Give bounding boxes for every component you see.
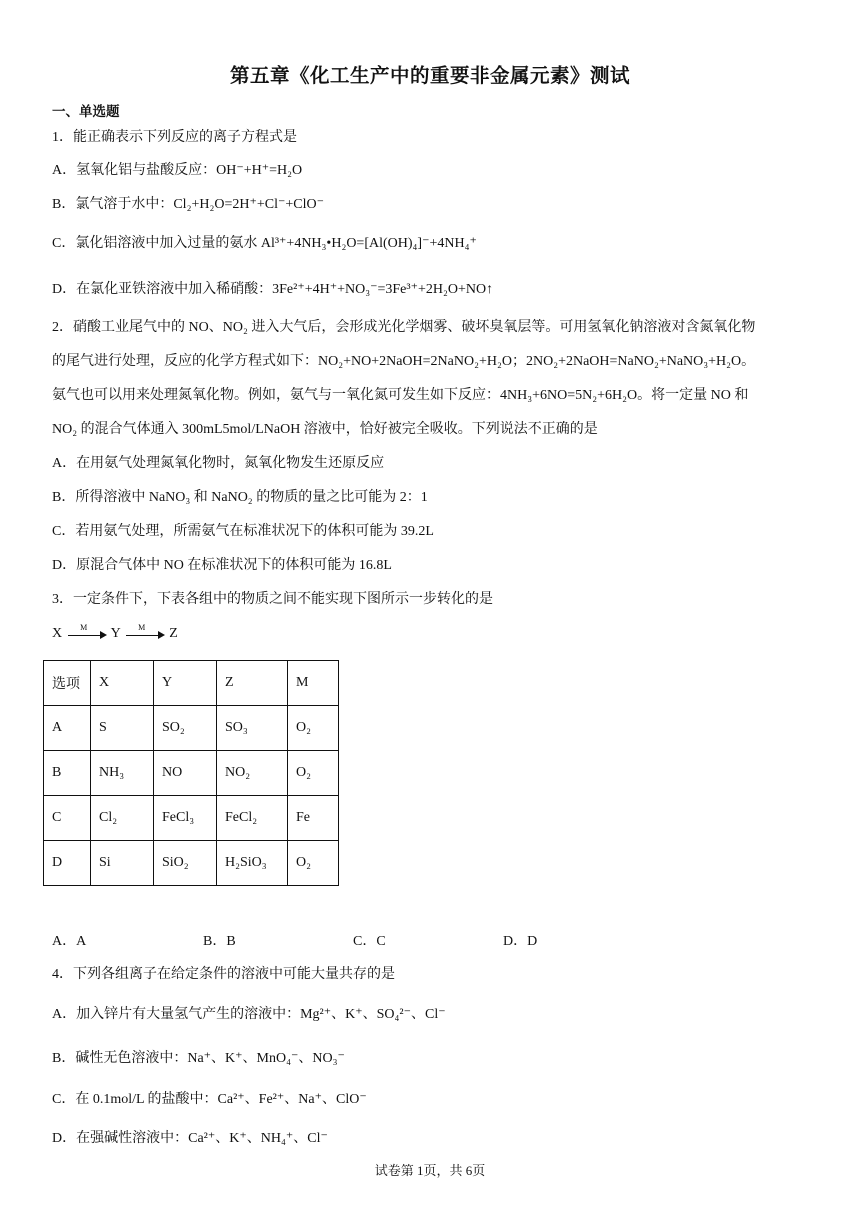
table-cell: NO bbox=[154, 751, 217, 796]
section-heading: 一、单选题 bbox=[52, 104, 120, 120]
q4-d-prefix: D．在强碱性溶液中： bbox=[52, 1131, 189, 1146]
q4-a-prefix: A．加入锌片有大量氢气产生的溶液中： bbox=[52, 1007, 301, 1022]
table-cell: C bbox=[44, 796, 91, 841]
q3-stem: 3．一定条件下，下表各组中的物质之间不能实现下图所示一步转化的是 bbox=[52, 592, 493, 607]
q4-a-ions: Mg²⁺、K⁺、SO₄²⁻、Cl⁻ bbox=[300, 1007, 446, 1022]
q1-option-b bbox=[52, 195, 324, 215]
table-row bbox=[44, 751, 339, 796]
q3-answer-c: C．C bbox=[353, 934, 386, 949]
table-row bbox=[44, 796, 339, 841]
table-cell: SO₂ bbox=[154, 706, 217, 751]
table-cell: D bbox=[44, 841, 91, 886]
table-cell: SO₃ bbox=[217, 706, 288, 751]
q4-b-ions: Na⁺、K⁺、MnO₄⁻、NO₃⁻ bbox=[187, 1051, 345, 1066]
q2-line-3: 氨气也可以用来处理氮氧化物。例如，氨气与一氧化氮可发生如下反应：4NH₃+6NO=5N₂+6H₂O。将一定量 NO 和 bbox=[52, 388, 749, 403]
table-header-row bbox=[44, 661, 339, 706]
q1-option-c bbox=[52, 234, 477, 254]
q2-option-c: C．若用氨气处理，所需氨气在标准状况下的体积可能为 39.2L bbox=[52, 524, 434, 539]
table-cell: NO₂ bbox=[217, 751, 288, 796]
table-cell: A bbox=[44, 706, 91, 751]
page-title: 第五章《化工生产中的重要非金属元素》测试 bbox=[229, 64, 630, 87]
q4-c-prefix: C．在 0.1mol/L 的盐酸中： bbox=[52, 1092, 218, 1107]
q1-d-formula: 3Fe²⁺+4H⁺+NO₃⁻=3Fe³⁺+2H₂O+NO↑ bbox=[272, 282, 494, 297]
table-cell: NH₃ bbox=[91, 751, 154, 796]
q2-line-4: NO₂ 的混合气体通入 300mL5mol/LNaOH 溶液中，恰好被完全吸收。下列说法不正确的是 bbox=[52, 422, 598, 437]
q2-option-d: D．原混合气体中 NO 在标准状况下的体积可能为 16.8L bbox=[52, 558, 392, 573]
q1-option-a bbox=[52, 161, 302, 181]
table-row bbox=[44, 841, 339, 886]
q2-line-2: 的尾气进行处理，反应的化学方程式如下：NO₂+NO+2NaOH=2NaNO₂+H₂O；2NO₂+2NaOH=NaNO₂+NaNO₃+H₂O。 bbox=[52, 354, 756, 369]
q1-a-prefix: A．氢氧化铝与盐酸反应： bbox=[52, 163, 217, 178]
table-cell: H₂SiO₃ bbox=[217, 841, 288, 886]
table-cell: Si bbox=[91, 841, 154, 886]
q2-option-b: B．所得溶液中 NaNO₃ 和 NaNO₂ 的物质的量之比可能为 2：1 bbox=[52, 490, 428, 505]
q4-option-a bbox=[52, 1005, 446, 1025]
q3-answer-b: B．B bbox=[203, 934, 236, 949]
q1-c-prefix: C．氯化铝溶液中加入过量的氨水 bbox=[52, 236, 261, 251]
q4-c-ions: Ca²⁺、Fe²⁺、Na⁺、ClO⁻ bbox=[217, 1092, 367, 1107]
table-cell: O₂ bbox=[288, 751, 339, 796]
q1-a-formula: OH⁻+H⁺=H₂O bbox=[216, 163, 303, 178]
q4-option-b bbox=[52, 1049, 345, 1069]
options-table bbox=[43, 660, 339, 886]
scheme-y: Y bbox=[110, 626, 121, 641]
arrow-2-reagent: M bbox=[138, 622, 146, 632]
table-header-cell: 选项 bbox=[44, 661, 91, 706]
q4-option-c bbox=[52, 1090, 367, 1110]
table-cell: Fe bbox=[288, 796, 339, 841]
scheme-x: X bbox=[52, 626, 63, 641]
table-cell: SiO₂ bbox=[154, 841, 217, 886]
table-row bbox=[44, 706, 339, 751]
table-cell: O₂ bbox=[288, 706, 339, 751]
scheme-z: Z bbox=[169, 626, 178, 641]
table-cell: B bbox=[44, 751, 91, 796]
table-header-cell: M bbox=[288, 661, 339, 706]
table-header-cell: Y bbox=[154, 661, 217, 706]
reaction-arrow-2 bbox=[124, 622, 166, 641]
q4-stem: 4．下列各组离子在给定条件的溶液中可能大量共存的是 bbox=[52, 967, 395, 982]
table-cell: O₂ bbox=[288, 841, 339, 886]
q2-option-a: A．在用氨气处理氮氧化物时，氮氧化物发生还原反应 bbox=[52, 456, 385, 471]
table-header-cell: Z bbox=[217, 661, 288, 706]
q1-option-d bbox=[52, 280, 493, 300]
table-cell: Cl₂ bbox=[91, 796, 154, 841]
q1-b-prefix: B．氯气溶于水中： bbox=[52, 197, 174, 212]
reaction-arrow-1 bbox=[66, 622, 108, 641]
q4-b-prefix: B．碱性无色溶液中： bbox=[52, 1051, 188, 1066]
table-cell: S bbox=[91, 706, 154, 751]
table-header-cell: X bbox=[91, 661, 154, 706]
conversion-scheme bbox=[52, 622, 178, 648]
q3-answer-d: D．D bbox=[503, 934, 538, 949]
q1-d-prefix: D．在氯化亚铁溶液中加入稀硝酸： bbox=[52, 282, 273, 297]
q1-b-formula: Cl₂+H₂O=2H⁺+Cl⁻+ClO⁻ bbox=[173, 197, 324, 212]
arrow-1-reagent: M bbox=[80, 622, 88, 632]
q4-option-d bbox=[52, 1129, 328, 1149]
table-cell: FeCl₃ bbox=[154, 796, 217, 841]
q2-line-1: 2．硝酸工业尾气中的 NO、NO₂ 进入大气后，会形成光化学烟雾、破坏臭氧层等。可用氢氧化钠溶液对含氮氧化物 bbox=[52, 320, 756, 335]
table-cell: FeCl₂ bbox=[217, 796, 288, 841]
q1-c-formula: Al³⁺+4NH₃•H₂O=[Al(OH)₄]⁻+4NH₄⁺ bbox=[260, 236, 477, 251]
page-footer: 试卷第 1页，共 6页 bbox=[374, 1163, 486, 1178]
q1-stem: 1．能正确表示下列反应的离子方程式是 bbox=[52, 130, 297, 145]
q3-answer-a: A．A bbox=[52, 934, 87, 949]
q4-d-ions: Ca²⁺、K⁺、NH₄⁺、Cl⁻ bbox=[188, 1131, 328, 1146]
